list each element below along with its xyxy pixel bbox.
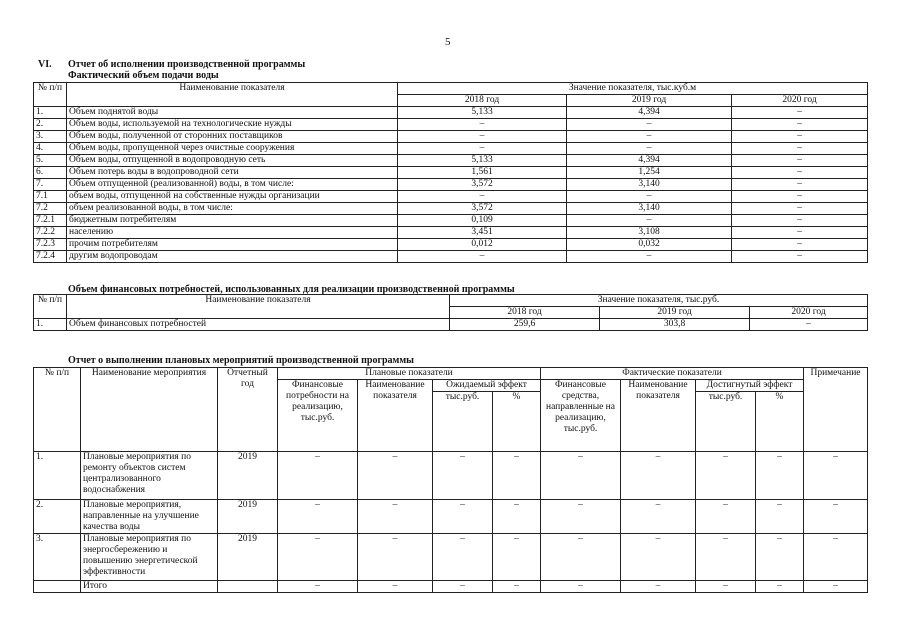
row-value: – — [732, 227, 868, 239]
row-value: – — [804, 500, 868, 534]
row-value: – — [493, 500, 541, 534]
row-value: – — [541, 452, 621, 500]
section-title: Отчет об исполнении производственной программы — [68, 59, 306, 70]
row-value: – — [567, 251, 732, 263]
row-value: – — [358, 581, 433, 593]
row-value: – — [804, 452, 868, 500]
row-value: – — [493, 581, 541, 593]
row-value: – — [567, 215, 732, 227]
col-header-name: Наименование показателя — [67, 295, 450, 319]
col-header-year: 2019 год — [600, 307, 750, 319]
row-name: Объем воды, полученной от сторонних поставщиков — [67, 131, 398, 143]
section-number: VI. — [38, 59, 52, 70]
row-value: – — [398, 119, 567, 131]
col-header-value: Значение показателя, тыс.руб. — [450, 295, 868, 307]
row-num: 7.2.4 — [34, 251, 67, 263]
row-value: – — [696, 534, 756, 581]
row-name: бюджетным потребителям — [67, 215, 398, 227]
row-value: 1,561 — [398, 167, 567, 179]
page-number: 5 — [445, 36, 451, 48]
table2-title: Объем финансовых потребностей, использованных для реализации производственной программы — [68, 284, 515, 295]
row-value: 4,394 — [567, 155, 732, 167]
row-value: – — [696, 581, 756, 593]
table-row — [34, 131, 868, 143]
row-value: – — [433, 581, 493, 593]
row-value: – — [621, 581, 696, 593]
row-value: – — [433, 500, 493, 534]
row-value: – — [358, 500, 433, 534]
row-value: – — [756, 500, 804, 534]
financial-needs-table — [33, 294, 868, 331]
table-row — [34, 119, 868, 131]
row-value: – — [756, 452, 804, 500]
row-value: – — [732, 143, 868, 155]
col-header-activity: Наименование мероприятия — [81, 368, 218, 452]
table-row — [34, 191, 868, 203]
table-row — [34, 143, 868, 155]
water-supply-table — [33, 82, 868, 263]
row-value: – — [398, 143, 567, 155]
row-value: – — [621, 500, 696, 534]
row-value: – — [567, 143, 732, 155]
row-value: – — [621, 452, 696, 500]
row-name: Объем потерь воды в водопроводной сети — [67, 167, 398, 179]
col-header-value: Значение показателя, тыс.куб.м — [398, 83, 868, 95]
col-header-rub: тыс.руб. — [433, 392, 493, 452]
row-activity-name: Плановые мероприятия по ремонту объектов систем централизованного водоснабжения — [81, 452, 218, 500]
row-value: – — [756, 581, 804, 593]
col-header-year: 2020 год — [732, 95, 868, 107]
col-header-year: 2018 год — [398, 95, 567, 107]
row-value: – — [732, 179, 868, 191]
row-name: населению — [67, 227, 398, 239]
row-value: – — [398, 191, 567, 203]
row-name: Объем финансовых потребностей — [67, 319, 450, 331]
row-value: 1,254 — [567, 167, 732, 179]
table3-title: Отчет о выполнении плановых мероприятий производственной программы — [68, 355, 414, 366]
col-header-fact: Фактические показатели — [541, 368, 804, 380]
row-value: – — [732, 119, 868, 131]
row-year: 2019 — [218, 500, 278, 534]
row-value: – — [358, 452, 433, 500]
row-value: – — [541, 581, 621, 593]
col-header-year: Отчетный год — [218, 368, 278, 452]
row-value: – — [732, 239, 868, 251]
table-row — [34, 227, 868, 239]
table-row — [34, 239, 868, 251]
row-value: – — [750, 319, 868, 331]
col-header-plan-name: Наименование показателя — [358, 380, 433, 452]
row-value: – — [732, 251, 868, 263]
table-row — [34, 155, 868, 167]
row-value: 303,8 — [600, 319, 750, 331]
row-value: 0,032 — [567, 239, 732, 251]
row-activity-name: Плановые мероприятия по энергосбережению и повышению энергетической эффективности — [81, 534, 218, 581]
row-value: – — [804, 581, 868, 593]
row-name: Объем воды, используемой на технологические нужды — [67, 119, 398, 131]
row-num: 1. — [34, 107, 67, 119]
row-value: 4,394 — [567, 107, 732, 119]
row-value: – — [732, 107, 868, 119]
row-value: – — [541, 534, 621, 581]
table-row — [34, 500, 868, 534]
row-value: 0,012 — [398, 239, 567, 251]
row-value: – — [278, 500, 358, 534]
row-value: – — [398, 131, 567, 143]
row-value: – — [696, 452, 756, 500]
row-value: 5,133 — [398, 107, 567, 119]
col-header-pct: % — [756, 392, 804, 452]
col-header-year: 2018 год — [450, 307, 600, 319]
table1-title: Фактический объем подачи воды — [68, 70, 219, 81]
row-value: 3,572 — [398, 179, 567, 191]
row-name: прочим потребителям — [67, 239, 398, 251]
row-num — [34, 581, 81, 593]
row-year: 2019 — [218, 452, 278, 500]
row-value: – — [541, 500, 621, 534]
table-row — [34, 167, 868, 179]
row-activity-name: Плановые мероприятия, направленные на улучшение качества воды — [81, 500, 218, 534]
table-row — [34, 319, 868, 331]
row-value: – — [358, 534, 433, 581]
col-header-plan-effect: Ожидаемый эффект — [433, 380, 541, 392]
row-value: – — [567, 119, 732, 131]
row-value: 3,572 — [398, 203, 567, 215]
col-header-rub: тыс.руб. — [696, 392, 756, 452]
row-value: 3,140 — [567, 203, 732, 215]
row-value: – — [567, 131, 732, 143]
row-value: – — [732, 131, 868, 143]
row-year — [218, 581, 278, 593]
row-num: 6. — [34, 167, 67, 179]
col-header-fact-fin: Финансовые средства, направленные на реализацию, тыс.руб. — [541, 380, 621, 452]
col-header-plan: Плановые показатели — [278, 368, 541, 380]
row-name: Объем воды, отпущенной в водопроводную сеть — [67, 155, 398, 167]
row-num: 7. — [34, 179, 67, 191]
col-header-fact-effect: Достигнутый эффект — [696, 380, 804, 392]
row-num: 7.1 — [34, 191, 67, 203]
row-value: 259,6 — [450, 319, 600, 331]
row-value: 5,133 — [398, 155, 567, 167]
col-header-num: № п/п — [34, 368, 81, 452]
col-header-pct: % — [493, 392, 541, 452]
row-num: 5. — [34, 155, 67, 167]
row-value: – — [567, 191, 732, 203]
row-value: – — [278, 452, 358, 500]
col-header-num: № п/п — [34, 295, 67, 319]
col-header-fact-name: Наименование показателя — [621, 380, 696, 452]
row-value: – — [732, 167, 868, 179]
row-value: – — [621, 534, 696, 581]
row-num: 2. — [34, 500, 81, 534]
row-num: 1. — [34, 452, 81, 500]
row-value: – — [433, 452, 493, 500]
col-header-plan-fin: Финансовые потребности на реализацию, тыс.руб. — [278, 380, 358, 452]
row-value: – — [732, 191, 868, 203]
row-value: – — [433, 534, 493, 581]
row-name: Объем отпущенной (реализованной) воды, в том числе: — [67, 179, 398, 191]
table-row — [34, 534, 868, 581]
row-name: Объем воды, пропущенной через очистные сооружения — [67, 143, 398, 155]
row-total-label: Итого — [81, 581, 218, 593]
table-row — [34, 203, 868, 215]
table-row-total — [34, 581, 868, 593]
table-row — [34, 179, 868, 191]
row-num: 4. — [34, 143, 67, 155]
planned-activities-table — [33, 367, 868, 593]
col-header-num: № п/п — [34, 83, 67, 107]
row-num: 7.2.2 — [34, 227, 67, 239]
row-value: 0,109 — [398, 215, 567, 227]
table-row — [34, 215, 868, 227]
col-header-year: 2020 год — [750, 307, 868, 319]
row-name: объем реализованной воды, в том числе: — [67, 203, 398, 215]
table-row — [34, 452, 868, 500]
row-value: 3,451 — [398, 227, 567, 239]
row-num: 7.2.1 — [34, 215, 67, 227]
row-value: – — [278, 534, 358, 581]
row-value: – — [493, 534, 541, 581]
row-name: объем воды, отпущенной на собственные нужды организации — [67, 191, 398, 203]
row-value: – — [732, 155, 868, 167]
row-name: Объем поднятой воды — [67, 107, 398, 119]
row-value: – — [732, 203, 868, 215]
row-num: 2. — [34, 119, 67, 131]
row-num: 7.2.3 — [34, 239, 67, 251]
row-value: 3,140 — [567, 179, 732, 191]
row-value: – — [756, 534, 804, 581]
row-value: – — [732, 215, 868, 227]
row-num: 3. — [34, 534, 81, 581]
row-value: 3,108 — [567, 227, 732, 239]
row-value: – — [804, 534, 868, 581]
row-value: – — [696, 500, 756, 534]
row-value: – — [493, 452, 541, 500]
row-num: 3. — [34, 131, 67, 143]
row-name: другим водопроводам — [67, 251, 398, 263]
row-value: – — [278, 581, 358, 593]
row-year: 2019 — [218, 534, 278, 581]
col-header-year: 2019 год — [567, 95, 732, 107]
col-header-note: Примечание — [804, 368, 868, 452]
row-num: 1. — [34, 319, 67, 331]
table-row — [34, 251, 868, 263]
col-header-name: Наименование показателя — [67, 83, 398, 107]
row-num: 7.2 — [34, 203, 67, 215]
row-value: – — [398, 251, 567, 263]
table-row — [34, 107, 868, 119]
